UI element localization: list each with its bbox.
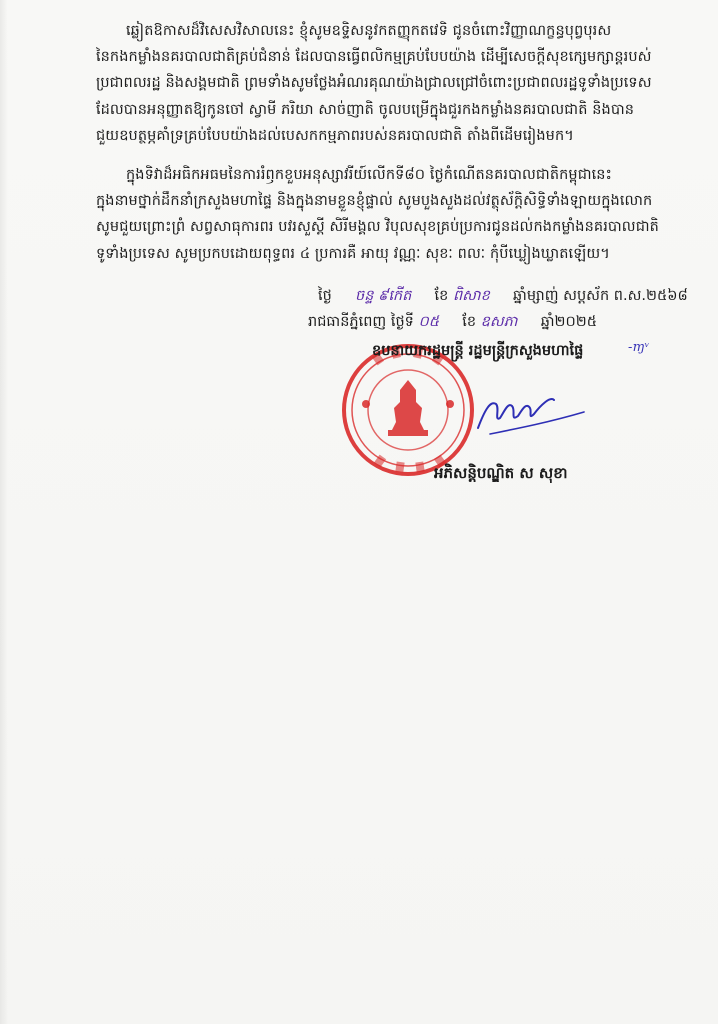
lunar-date (318, 287, 688, 308)
solar-day-value: ០៥ (418, 314, 440, 330)
handwritten-signature (470, 382, 590, 446)
page-edge-shadow (0, 0, 8, 1024)
paragraph-line: សូមជួយព្រោះព្រំ សព្វសាធុការពរ បវរសួស្ដី សិរីមង្គល វិបុលសុខគ្រប់ប្រការជូនដល់កងកម្លាំងនគរបាលជាតិ (96, 219, 659, 236)
lunar-day-label: ថ្ងៃ (318, 288, 332, 304)
paragraph-gratitude (96, 18, 674, 149)
solar-date (308, 313, 597, 334)
paragraph-blessing (96, 162, 674, 267)
lunar-year: ឆ្នាំម្សាញ់ សប្ដស័ក ព.ស.២៥៦៨ (513, 288, 688, 304)
paragraph-line: ទូទាំងប្រទេស សូមប្រកបដោយពុទ្ធពរ ៤ ប្រការគឺ អាយុ វណ្ណៈ សុខៈ ពលៈ កុំបីឃ្លៀងឃ្លាតឡើយ។ (96, 245, 610, 262)
paragraph-line: ក្នុងទិវាដ៏អធិកអធមនៃការរំឭកខួបអនុស្សាវរីយ៍លើកទី៨០ ថ្ងៃកំណើតនគរបាលជាតិកម្ពុជានេះ (126, 167, 612, 183)
paragraph-line: ដែលបានអនុញ្ញាតឱ្យកូនចៅ ស្វាមី ភរិយា សាច់ញាតិ ចូលបម្រើក្នុងជួរកងកម្លាំងនគរបាលជាតិ និងបាន (96, 101, 635, 118)
signatory-name: អភិសន្តិបណ្ឌិត ស សុខា (434, 464, 568, 482)
solar-month-label: ខែ (462, 314, 477, 330)
paragraph-line: ឆ្លៀតឱកាសដ៏វិសេសវិសាលនេះ ខ្ញុំសូមឧទ្ទិសនូវកតញ្ញុកតវេទិ ជូនចំពោះវិញ្ញាណក្ខន្ធបុព្វបុរស (126, 23, 612, 39)
solar-month-value: ឧសភា (480, 314, 518, 330)
paragraph-line: ក្នុងនាមថ្នាក់ដឹកនាំក្រសួងមហាផ្ទៃ និងក្នុងនាមខ្លួនខ្ញុំផ្ទាល់ សូមបួងសួងដល់វត្ថុស័ក្ដិសិទ្ធិទាំងឡាយក្នុងលោក (96, 193, 653, 210)
paragraph-line: ប្រជាពលរដ្ឋ និងសង្គមជាតិ ព្រមទាំងសូមថ្លែងអំណរគុណយ៉ាងជ្រាលជ្រៅចំពោះប្រជាពលរដ្ឋទូទាំងប្រទេស (96, 75, 652, 92)
lunar-day-value: ចន្ទ ៩កើត (355, 288, 412, 304)
lunar-month-value: ពិសាខ (452, 288, 490, 304)
signatory-title: ឧបនាយករដ្ឋមន្ត្រី រដ្ឋមន្ត្រីក្រសួងមហាផ្ទៃ (372, 343, 584, 359)
lunar-month-label: ខែ (434, 288, 449, 304)
handwritten-initial: -ɱᵛ (628, 340, 650, 355)
paragraph-line: នៃកងកម្លាំងនគរបាលជាតិគ្រប់ជំនាន់ ដែលបានធ្វើពលិកម្មគ្រប់បែបយ៉ាង ដើម្បីសេចក្ដីសុខក្សេមក្សាន្តរបស់ (96, 49, 652, 66)
paragraph-line: ជួយឧបត្ថម្ភគាំទ្រគ្រប់បែបយ៉ាងដល់បេសកកម្មភាពរបស់នគរបាលជាតិ តាំងពីដើមរៀងមក។ (96, 127, 574, 144)
solar-date-prefix: រាជធានីភ្នំពេញ ថ្ងៃទី (308, 314, 414, 330)
solar-year: ឆ្នាំ២០២៥ (540, 314, 597, 330)
